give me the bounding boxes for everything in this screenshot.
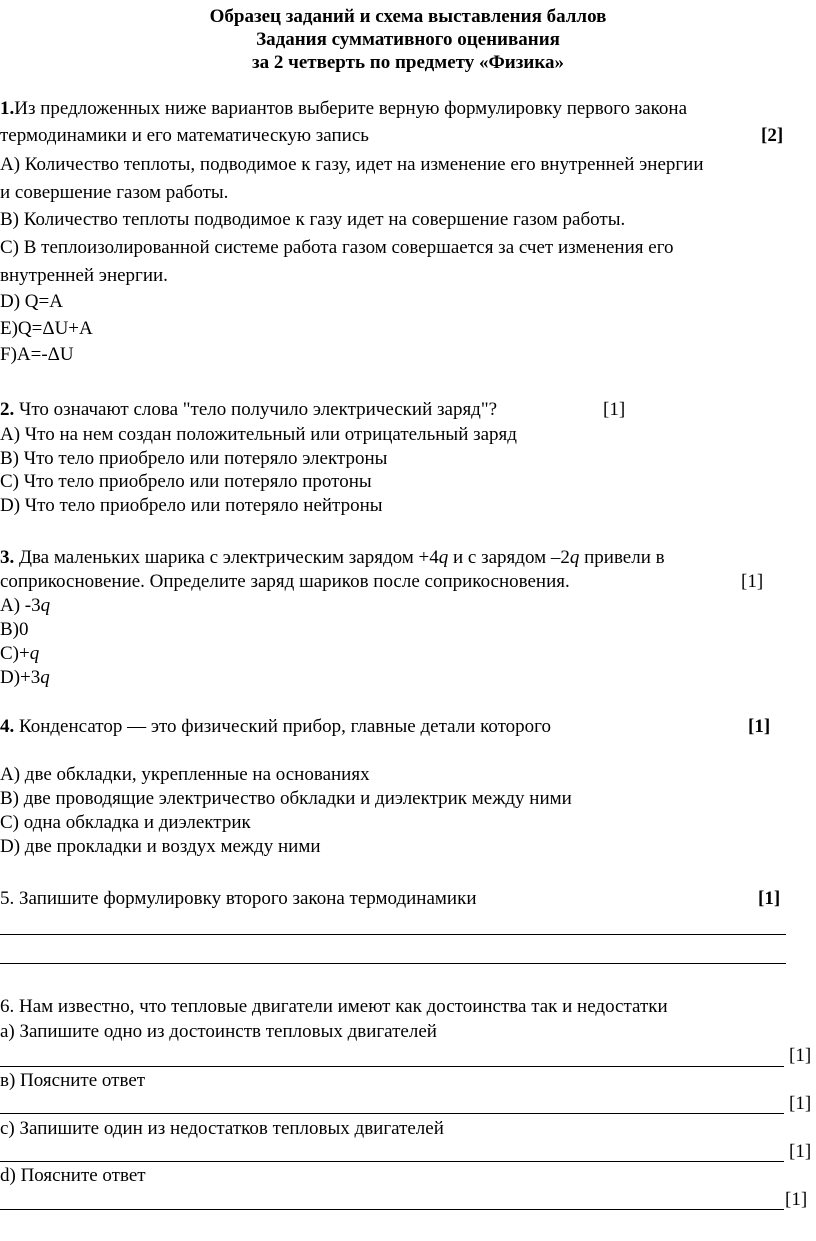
- question-6a-text: a) Запишите одно из достоинств тепловых двигателей: [0, 1021, 437, 1042]
- question-3-option-b: B)0: [0, 619, 29, 640]
- question-2-option-d: D) Что тело приобрело или потеряло нейтроны: [0, 495, 383, 516]
- question-2-option-b: B) Что тело приобрело или потеряло электроны: [0, 448, 388, 469]
- question-6a-points: [1]: [789, 1045, 812, 1066]
- question-1-option-b: B) Количество теплоты подводимое к газу идет на совершение газом работы.: [0, 209, 626, 230]
- question-1-option-f: F)A=-ΔU: [0, 344, 74, 365]
- question-3-option-a: A) -3q: [0, 595, 51, 616]
- question-2-option-a: A) Что на нем создан положительный или отрицательный заряд: [0, 424, 517, 445]
- question-3-text-1b: и с зарядом –2: [448, 547, 570, 568]
- question-6b-points: [1]: [789, 1093, 812, 1114]
- answer-line-q5-2[interactable]: [0, 963, 786, 964]
- question-2-line: [0, 398, 497, 422]
- doc-title-line-1: Образец заданий и схема выставления баллов: [209, 6, 607, 27]
- answer-line-q6a[interactable]: [0, 1066, 784, 1067]
- question-4-option-d: D) две прокладки и воздух между ними: [0, 836, 321, 857]
- question-6d-text: d) Поясните ответ: [0, 1165, 146, 1186]
- answer-line-q6b[interactable]: [0, 1113, 784, 1114]
- question-2-points: [1]: [603, 399, 626, 420]
- question-2-number: 2.: [0, 399, 15, 420]
- doc-title-line-3: за 2 четверть по предмету «Физика»: [252, 52, 564, 73]
- question-5-points: [1]: [758, 888, 781, 909]
- question-4-text: Конденсатор — это физический прибор, главные детали которого: [14, 716, 551, 737]
- question-5-text: 5. Запишите формулировку второго закона термодинамики: [0, 888, 477, 909]
- question-3-option-c: C)+q: [0, 643, 40, 664]
- question-1-option-e: E)Q=ΔU+A: [0, 318, 93, 339]
- question-4-points: [1]: [748, 716, 771, 737]
- question-4-option-a: A) две обкладки, укрепленные на основаниях: [0, 764, 370, 785]
- charge-symbol-q: q: [40, 667, 50, 688]
- question-6-text: 6. Нам известно, что тепловые двигатели имеют как достоинства так и недостатки: [0, 996, 668, 1017]
- answer-line-q6d[interactable]: [0, 1209, 784, 1210]
- question-1-option-a-1: A) Количество теплоты, подводимое к газу, идет на изменение его внутренней энергии: [0, 154, 704, 175]
- question-1-line-1: [0, 97, 687, 121]
- question-1-points: [2]: [761, 125, 784, 146]
- question-3-line-1: [0, 546, 665, 570]
- question-3-text-2: соприкосновение. Определите заряд шариков после соприкосновения.: [0, 571, 570, 592]
- question-2-option-c: C) Что тело приобрело или потеряло протоны: [0, 471, 372, 492]
- question-6d-points: [1]: [785, 1189, 808, 1210]
- question-1-option-d: D) Q=A: [0, 291, 63, 312]
- charge-symbol-q: q: [40, 595, 51, 616]
- question-6c-points: [1]: [789, 1141, 812, 1162]
- question-1-text-1: Из предложенных ниже вариантов выберите верную формулировку первого закона: [14, 98, 688, 119]
- question-3-text-1c: привели в: [579, 547, 665, 568]
- question-4-option-c: C) одна обкладка и диэлектрик: [0, 812, 251, 833]
- charge-symbol-q: q: [569, 547, 580, 568]
- question-3-option-d: D)+3q: [0, 667, 50, 688]
- question-4-line: [0, 715, 551, 739]
- question-1-option-c-1: C) В теплоизолированной системе работа газом совершается за счет изменения его: [0, 237, 674, 258]
- question-1-option-a-2: и совершение газом работы.: [0, 182, 229, 203]
- question-1-number: 1.: [0, 98, 15, 119]
- doc-title-line-2: Задания суммативного оценивания: [256, 29, 560, 50]
- question-4-number: 4.: [0, 716, 15, 737]
- question-6b-text: в) Поясните ответ: [0, 1070, 146, 1091]
- question-1-option-c-2: внутренней энергии.: [0, 265, 168, 286]
- question-3-points: [1]: [741, 571, 764, 592]
- question-1-text-2: термодинамики и его математическую запись: [0, 125, 369, 146]
- answer-line-q5-1[interactable]: [0, 934, 786, 935]
- answer-line-q6c[interactable]: [0, 1161, 784, 1162]
- charge-symbol-q: q: [438, 547, 449, 568]
- charge-symbol-q: q: [29, 643, 40, 664]
- question-3-number: 3.: [0, 547, 15, 568]
- question-3-text-1a: Два маленьких шарика с электрическим зарядом +4: [14, 547, 439, 568]
- question-4-option-b: B) две проводящие электричество обкладки и диэлектрик между ними: [0, 788, 572, 809]
- question-6c-text: c) Запишите один из недостатков тепловых двигателей: [0, 1118, 444, 1139]
- question-2-text: Что означают слова "тело получило электрический заряд"?: [14, 399, 498, 420]
